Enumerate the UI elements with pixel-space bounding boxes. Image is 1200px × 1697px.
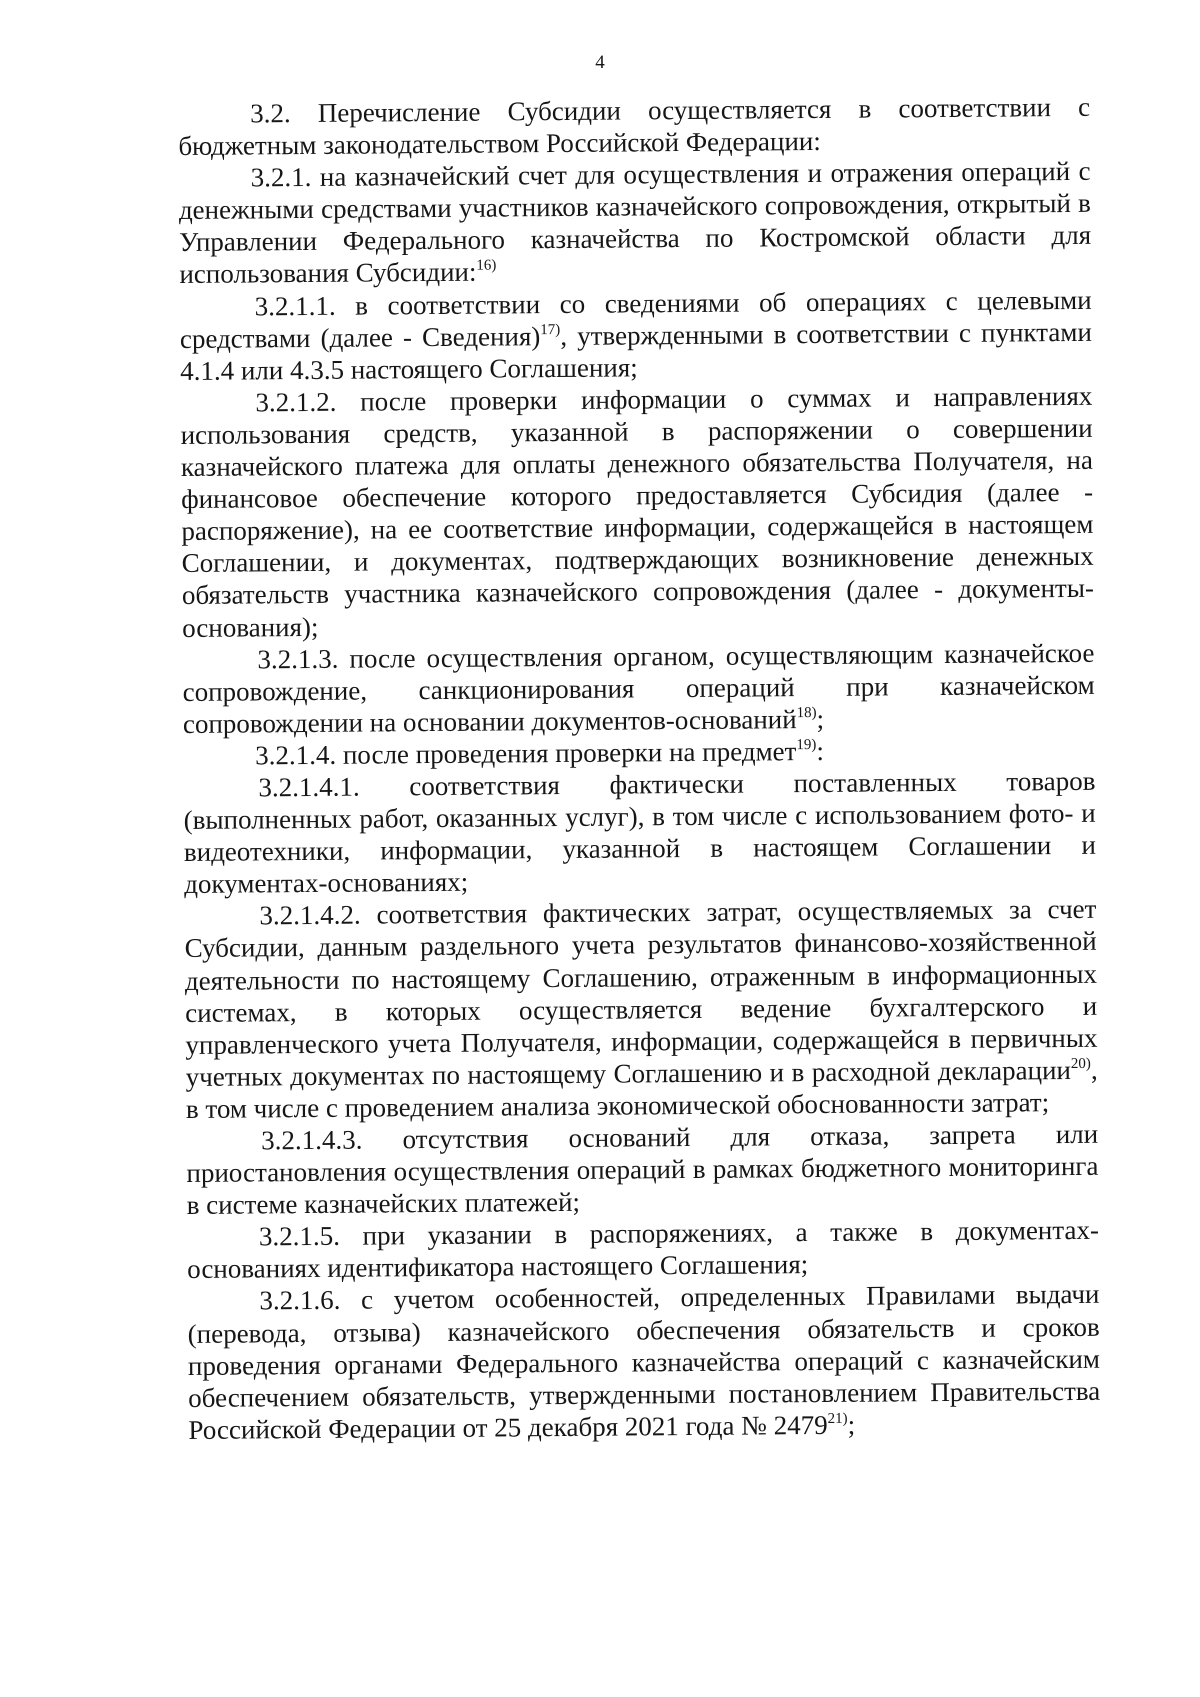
paragraph-text-tail: , в том числе с проведением анализа экономической обоснованности затрат; xyxy=(185,1054,1098,1124)
page-number: 4 xyxy=(595,52,605,73)
paragraph-3-2-1 xyxy=(179,155,1092,291)
paragraph-text-tail: , утвержденными в соответствии с пунктами 4.1.4 или 4.3.5 настоящего Соглашения; xyxy=(180,316,1092,386)
paragraph-text-tail: : xyxy=(816,735,825,766)
paragraph-text-tail: ; xyxy=(847,1409,856,1440)
paragraph-3-2-1-3 xyxy=(182,636,1095,739)
paragraph-3-2-1-4-1 xyxy=(183,765,1096,901)
footnote-ref: 17) xyxy=(540,321,561,338)
paragraph-text: 3.2.1.6. с учетом особенностей, определенных Правилами выдачи (перевода, отзыва) казначейского обеспечения обязательств и сроков проведения органами Федерального казначейства операций с казначейским обеспечением обязательств, утвержденными постановлением Правительства Российской Федерации от 25 декабря 2021 года № 2479 xyxy=(187,1279,1101,1445)
paragraph-3-2-1-4-2 xyxy=(184,893,1098,1125)
paragraph-3-2-1-4-3 xyxy=(186,1118,1099,1221)
footnote-ref: 21) xyxy=(827,1410,848,1427)
paragraph-3-2-1-2 xyxy=(180,380,1094,644)
footnote-ref: 18) xyxy=(796,704,817,721)
footnote-ref: 19) xyxy=(796,736,817,754)
paragraph-text: 3.2.1.3. после осуществления органом, осуществляющим казначейское сопровождение, санкционирования операций при казначейском сопровождении на основании документов-оснований xyxy=(182,637,1095,739)
paragraph-text: 3.2.1.4.3. отсутствия оснований для отказа, запрета или приостановления осуществления операций в рамках бюджетного мониторинга в системе казначейских платежей; xyxy=(186,1118,1099,1221)
paragraph-text: 3.2.1.4.2. соответствия фактических затрат, осуществляемых за счет Субсидии, данным раздельного учета результатов финансово-хозяйственной деятельности по настоящему Соглашению, отраженным в информационных системах, в которых осуществляется ведение бухгалтерского и управленческого учета Получателя, информации, содержащейся в первичных учетных документах по настоящему Соглашению и в расходной декларации xyxy=(184,894,1098,1092)
paragraph-text: 3.2.1.4.1. соответствия фактически поставленных товаров (выполненных работ, оказанных услуг), в том числе с использованием фото- и видеотехники, информации, указанной в настоящем Соглашении и документах-основаниях; xyxy=(183,765,1097,900)
footnote-ref: 16) xyxy=(476,257,497,275)
document-body xyxy=(178,91,1101,1446)
footnote-ref: 20) xyxy=(1070,1055,1091,1072)
paragraph-text-tail: ; xyxy=(816,703,825,734)
paragraph-text: 3.2.1.4. после проведения проверки на предмет xyxy=(255,736,797,771)
paragraph-text: 3.2. Перечисление Субсидии осуществляется в соответствии с бюджетным законодательством Российской Федерации: xyxy=(178,91,1091,162)
paragraph-text: 3.2.1. на казначейский счет для осуществления и отражения операций с денежными средствами участников казначейского сопровождения, открытый в Управлении Федерального казначейства по Костромской области для использования Субсидии: xyxy=(178,156,1092,290)
paragraph-3-2 xyxy=(178,91,1090,162)
paragraph-text: 3.2.1.1. в соответствии со сведениями об операциях с целевыми средствами (далее - Сведения) xyxy=(179,284,1092,354)
paragraph-3-2-1-6 xyxy=(187,1278,1100,1446)
paragraph-3-2-1-5 xyxy=(187,1214,1099,1285)
paragraph-text: 3.2.1.5. при указании в распоряжениях, а также в документах-основаниях идентификатора настоящего Соглашения; xyxy=(187,1215,1100,1285)
paragraph-text: 3.2.1.2. после проверки информации о суммах и направлениях использования средств, указанной в распоряжении о совершении казначейского платежа для оплаты денежного обязательства Получателя, на финансовое обеспечение которого предоставляется Субсидия (далее - распоряжение), на ее соответствие информации, содержащейся в настоящем Соглашении, и документах, подтверждающих возникновение денежных обязательств участника казначейского сопровождения (далее - документы-основания); xyxy=(180,380,1094,643)
paragraph-3-2-1-1 xyxy=(180,283,1093,386)
